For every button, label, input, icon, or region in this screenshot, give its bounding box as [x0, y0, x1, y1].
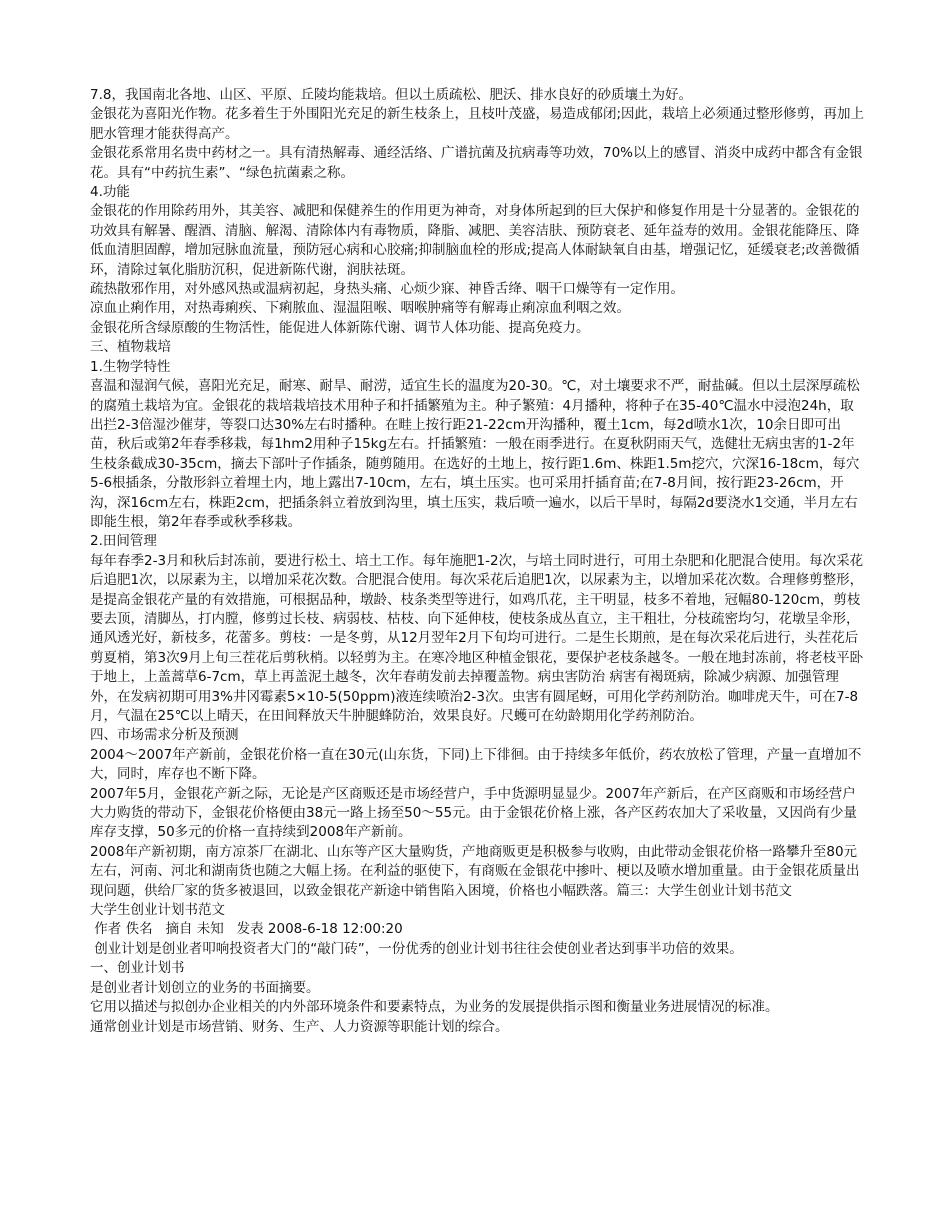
paragraph-field-management: 每年春季2-3月和秋后封冻前，要进行松土、培土工作。每年施肥1-2次，与培土同时进行，可用土杂肥和化肥混合使用。每次采花后追肥1次，以尿素为主，以增加采花次数。合肥混合使用。每次采花后追肥1次，以尿素为主，以增加采花次数。合理修剪整形，是提高金银花产量的有效措施，可根据品种，墩龄、枝条类型等进行，如鸡爪花，主干明显，枝多不着地，冠幅80-120cm，剪枝要去顶，清脚丛，打内膛，修剪过长枝、病弱枝、枯枝、向下延伸枝，使枝条成丛直立，主干粗壮，分枝疏密均匀，花墩呈伞形，通风透光好，新枝多，花蕾多。剪枝：一是冬剪，从12月翌年2月下旬均可进行。二是生长期煎，是在每次采花后进行，头茬花后剪夏梢，第3次9月上旬三茬花后剪秋梢。以轻剪为主。在寒冷地区种植金银花，要保护老枝条越冬。一般在地封冻前，将老枝平卧于地上，上盖蒿草6-7cm，草上再盖泥土越冬，次年春萌发前去掉覆盖物。病虫害防治 病害有褐斑病，除减少病源、加强管理外，在发病初期可用3%井冈霉素5×10-5(50ppm)液连续喷治2-3次。虫害有圆尾蚜，可用化学药剂防治。咖啡虎天牛，可在7-8月，气温在25℃以上晴天，在田间释放天牛肿腿蜂防治，效果良好。尺蠖可在幼龄期用化学药剂防治。	[90, 552, 864, 724]
paragraph-propagation: 喜温和湿润气候，喜阳光充足，耐寒、耐旱、耐涝，适宜生长的温度为20-30。℃，对土壤要求不严，耐盐碱。但以土层深厚疏松的腐殖土栽培为宜。金银花的栽培栽培技术用种子和扦插繁殖为主。种子繁殖：4月播种，将种子在35-40℃温水中浸泡24h，取出拦2-3倍湿沙催芽，等裂口达30%左右时播种。在畦上按行距21-22cm开沟播种，覆土1cm，每2d喷水1次，10余日即可出苗，秋后或第2年春季移栽，每1hm2用种子15kg左右。扦插繁殖：一般在雨季进行。在夏秋阴雨天气，选健壮无病虫害的1-2年生枝条截成30-35cm，摘去下部叶子作插条，随剪随用。在选好的土地上，按行距1.6m、株距1.5m挖穴，穴深16-18cm，每穴5-6根插条，分散形斜立着埋土内，地上露出7-10cm，左右，填土压实。也可采用扦插育苗;在7-8月间，按行距23-26cm，开沟，深16cm左右，株距2cm，把插条斜立着放到沟里，填土压实，栽后喷一遍水，以后干旱时，每隔2d要浇水1交通，半月左右即能生根，第2年春季或秋季移栽。	[90, 378, 860, 530]
paragraph-plan-summary: 是创业者计划创立的业务的书面摘要。	[90, 979, 320, 996]
paragraph-market-2007: 2007年5月，金银花产新之际，无论是产区商贩还是市场经营户，手中货源明显显少。2007年产新后，在产区商贩和市场经营户大力购货的带动下，金银花价格便由38元一路上扬至50～55元。由于金银花价格上涨，各产区药农加大了采收量，又因尚有少量库存支撑，50多元的价格一直持续到2008年产新前。	[90, 785, 858, 841]
heading-market: 四、市场需求分析及预测	[90, 727, 239, 744]
paragraph-blood: 凉血止痢作用，对热毒痢疾、下痢脓血、湿温阻喉、咽喉肿痛等有解毒止痢凉血利咽之效。	[90, 300, 630, 317]
heading-function: 4.功能	[90, 184, 130, 201]
paragraph-plan-describe: 它用以描述与拟创办企业相关的内外部环境条件和要素特点，为业务的发展提供指示图和衡量业务进展情况的标准。	[90, 999, 779, 1016]
paragraph-acid: 金银花所含绿原酸的生物活性，能促进人体新陈代谢、调节人体功能、提高免疫力。	[90, 319, 590, 336]
paragraph-soil: 7.8，我国南北各地、山区、平原、丘陵均能栽培。但以土质疏松、肥沃、排水良好的砂质壤土为好。	[90, 87, 692, 103]
heading-cultivation: 三、植物栽培	[90, 339, 171, 356]
paragraph-market-2008: 2008年产新初期，南方凉茶厂在湖北、山东等产区大量购货，产地商贩更是积极参与收购，由此带动金银花价格一路攀升至80元左右，河南、河北和湖南货也随之大幅上扬。在利益的驱使下，有商贩在金银花中掺叶、梗以及喷水增加重量。由于金银花质量出现问题，供给厂家的货多被退回，以致金银花产新途中销售陷入困境，价格也小幅跌落。篇三：大学生创业计划书范文	[90, 843, 860, 899]
paragraph-light: 金银花为喜阳光作物。花多着生于外围阳光充足的新生枝条上，且枝叶茂盛，易造成郁闭;因此，栽培上必须通过整形修剪，再加上肥水管理才能获得高产。	[90, 106, 865, 142]
heading-biology: 1.生物学特性	[90, 358, 171, 375]
paragraph-intro: 创业计划是创业者叩响投资者大门的“敲门砖”，一份优秀的创业计划书往往会使创业者达到事半功倍的效果。	[90, 940, 743, 957]
heading-field-management: 2.田间管理	[90, 533, 157, 550]
article-meta: 作者 佚名 摘自 未知 发表 2008-6-18 12:00:20	[90, 921, 403, 938]
paragraph-market-2004: 2004～2007年产新前，金银花价格一直在30元(山东货，下同)上下徘徊。由于持续多年低价，药农放松了管理，产量一直增加不大，同时，库存也不断下降。	[90, 746, 862, 783]
paragraph-effects: 金银花的作用除药用外，其美容、减肥和保健养生的作用更为神奇，对身体所起到的巨大保护和修复作用是十分显著的。金银花的功效具有解暑、醒酒、清脑、解渴、清除体内有毒物质，降脂、减肥、美容洁肤、预防衰老、延年益寿的效用。金银花能降压、降低血清胆固醇，增加冠脉血流量，预防冠心病和心胶痛;抑制脑血栓的形成;提高人体耐缺氧自由基，增强记忆，延缓衰老;改善微循环，清除过氧化脂肪沉积，促进新陈代谢，润肤祛斑。	[90, 203, 860, 278]
article-title: 大学生创业计划书范文	[90, 902, 225, 919]
paragraph-medicinal: 金银花系常用名贵中药材之一。具有清热解毒、通经活络、广谱抗菌及抗病毒等功效，70%以上的感冒、消炎中成药中都含有金银花。具有“中药抗生素”、“绿色抗菌素之称。	[90, 145, 863, 181]
heading-plan: 一、创业计划书	[90, 960, 185, 977]
document-body	[90, 86, 865, 1037]
paragraph-plan-composite: 通常创业计划是市场营销、财务、生产、人力资源等职能计划的综合。	[90, 1018, 509, 1035]
paragraph-heat: 疏热散邪作用，对外感风热或温病初起，身热头痛、心烦少寐、神昏舌绛、咽干口燥等有一定作用。	[90, 281, 684, 298]
